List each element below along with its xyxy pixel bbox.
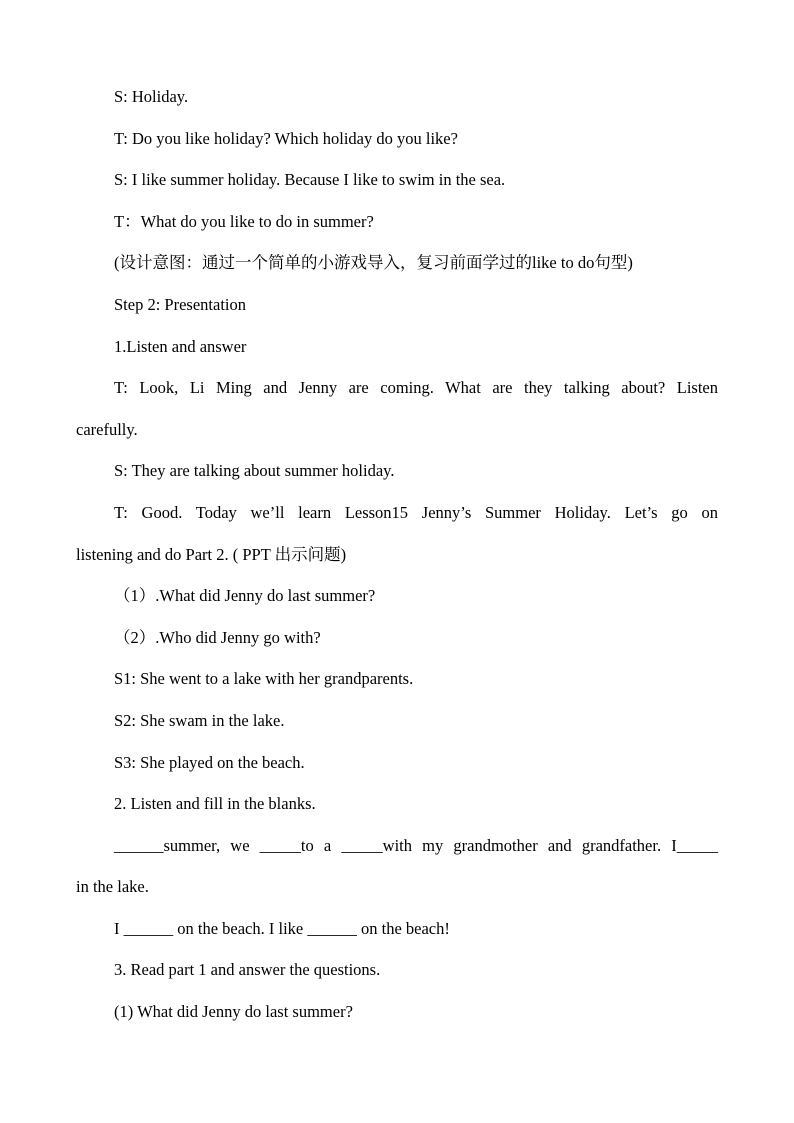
document-body <box>76 83 718 1040</box>
question-item: (1) What did Jenny do last summer? <box>114 1002 353 1022</box>
question-item: （2）.Who did Jenny go with? <box>114 627 321 647</box>
activity-heading: 1.Listen and answer <box>114 336 247 356</box>
dialogue-line-continuation: carefully. <box>76 419 138 439</box>
section-heading: Step 2: Presentation <box>114 294 246 314</box>
fill-in-blank-line: I ______ on the beach. I like ______ on the beach! <box>114 918 450 938</box>
fill-in-blank-continuation: in the lake. <box>76 877 149 897</box>
dialogue-line: S: I like summer holiday. Because I like to swim in the sea. <box>114 170 506 190</box>
design-note: (设计意图：通过一个简单的小游戏导入，复习前面学过的like to do句型) <box>114 253 633 273</box>
answer-line: S1: She went to a lake with her grandparents. <box>114 669 414 689</box>
dialogue-line: S: They are talking about summer holiday. <box>114 461 395 481</box>
dialogue-line: S: Holiday. <box>114 87 189 106</box>
dialogue-line: T：What do you like to do in summer? <box>114 211 374 231</box>
activity-heading: 3. Read part 1 and answer the questions. <box>114 960 381 980</box>
dialogue-line-continuation: listening and do Part 2. ( PPT 出示问题) <box>76 544 347 564</box>
dialogue-line: T: Look, Li Ming and Jenny are coming. What are they talking about? Listen <box>114 378 718 398</box>
fill-in-blank-line: ______summer, we _____to a _____with my grandmother and grandfather. I_____ <box>114 835 718 855</box>
answer-line: S2: She swam in the lake. <box>114 710 285 730</box>
dialogue-line: T: Good. Today we’ll learn Lesson15 Jenny’s Summer Holiday. Let’s go on <box>114 502 718 522</box>
answer-line: S3: She played on the beach. <box>114 752 305 772</box>
question-item: （1）.What did Jenny do last summer? <box>114 586 376 606</box>
activity-heading: 2. Listen and fill in the blanks. <box>114 794 316 814</box>
dialogue-line: T: Do you like holiday? Which holiday do you like? <box>114 128 458 148</box>
